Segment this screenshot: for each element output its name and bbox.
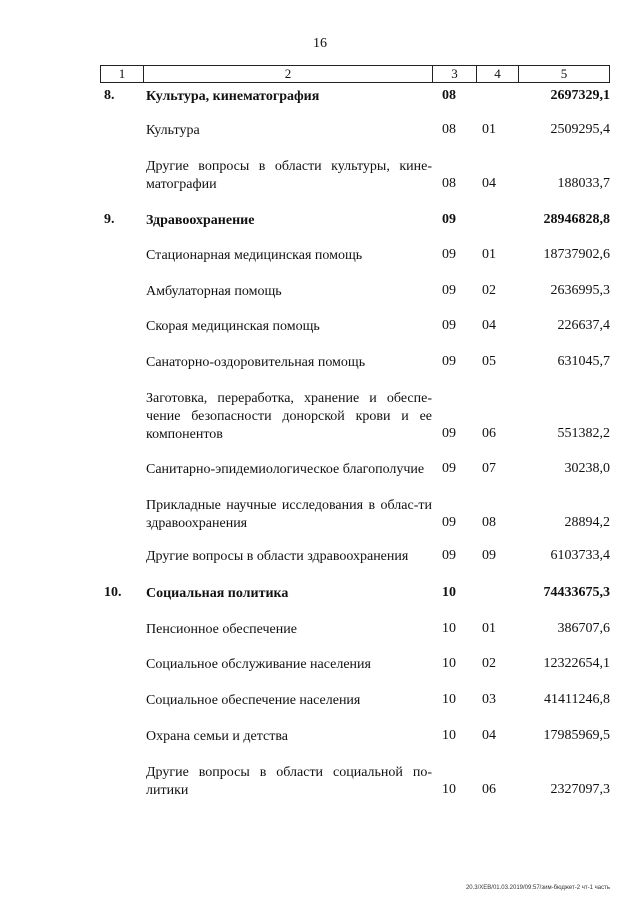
row-name: Стационарная медицинская помощь: [146, 248, 363, 263]
footer-stamp: 20.3/ХЕВ/01.03.2019/09:57/зим-бюджет-2 чт-1 часть: [465, 885, 610, 891]
row-name: Другие вопросы в области культуры, кине-матографии: [146, 159, 432, 192]
row-value: 2636995,3: [550, 283, 610, 298]
header-col-5: 5: [560, 66, 568, 81]
row-section-code: 08: [442, 88, 456, 103]
row-name: Социальное обслуживание населения: [146, 657, 371, 672]
row-value: 2697329,1: [550, 88, 610, 103]
row-subsection-code: 02: [482, 656, 496, 671]
row-value: 41411246,8: [544, 692, 610, 707]
row-name: Социальная политика: [146, 586, 289, 601]
row-value: 18737902,6: [543, 247, 610, 262]
row-number: 10.: [104, 585, 122, 600]
row-name: Санаторно-оздоровительная помощь: [146, 355, 366, 370]
row-name: Амбулаторная помощь: [146, 284, 282, 299]
row-subsection-code: 04: [482, 318, 496, 333]
row-section-code: 09: [442, 212, 456, 227]
row-value: 188033,7: [557, 176, 610, 191]
row-section-code: 09: [442, 247, 456, 262]
header-col-4: 4: [477, 66, 519, 82]
table-header: [100, 65, 610, 83]
row-section-code: 09: [442, 548, 456, 563]
row-subsection-code: 09: [482, 548, 496, 563]
row-name: Скорая медицинская помощь: [146, 319, 320, 334]
row-subsection-code: 05: [482, 354, 496, 369]
row-number: 8.: [104, 88, 115, 103]
row-value: 17985969,5: [543, 728, 610, 743]
row-section-code: 10: [442, 692, 456, 707]
row-section-code: 10: [442, 656, 456, 671]
row-subsection-code: 08: [482, 515, 496, 530]
row-value: 6103733,4: [550, 548, 610, 563]
row-value: 2327097,3: [550, 782, 610, 797]
row-name: Социальное обеспечение населения: [146, 693, 361, 708]
row-name: Культура: [146, 123, 200, 138]
header-col-2: 2: [144, 66, 433, 82]
row-section-code: 10: [442, 782, 456, 797]
header-col-3: 3: [433, 66, 477, 82]
row-number: 9.: [104, 212, 115, 227]
row-value: 30238,0: [564, 461, 610, 476]
row-subsection-code: 04: [482, 728, 496, 743]
header-col-1: 1: [101, 66, 144, 82]
row-subsection-code: 02: [482, 283, 496, 298]
row-section-code: 09: [442, 283, 456, 298]
row-name: Пенсионное обеспечение: [146, 622, 297, 637]
row-section-code: 08: [442, 176, 456, 191]
row-section-code: 09: [442, 426, 456, 441]
row-section-code: 10: [442, 585, 456, 600]
row-name: Другие вопросы в области здравоохранения: [146, 549, 409, 564]
row-name: Другие вопросы в области социальной по-литики: [146, 765, 432, 798]
row-value: 28894,2: [564, 515, 610, 530]
row-subsection-code: 06: [482, 426, 496, 441]
row-section-code: 09: [442, 354, 456, 369]
row-name: Заготовка, переработка, хранение и обеспе-чение безопасности донорской крови и ее компонентов: [146, 391, 432, 442]
row-subsection-code: 07: [482, 461, 496, 476]
row-name: Здравоохранение: [146, 213, 255, 228]
row-value: 12322654,1: [543, 656, 610, 671]
row-section-code: 09: [442, 318, 456, 333]
row-name: Санитарно-эпидемиологическое благополучие: [146, 462, 425, 477]
row-value: 631045,7: [557, 354, 610, 369]
row-name: Прикладные научные исследования в облас-ти здравоохранения: [146, 498, 432, 531]
row-value: 551382,2: [557, 426, 610, 441]
row-section-code: 09: [442, 515, 456, 530]
row-value: 74433675,3: [543, 585, 610, 600]
page-number: 16: [313, 36, 327, 51]
row-section-code: 09: [442, 461, 456, 476]
row-value: 386707,6: [557, 621, 610, 636]
row-section-code: 08: [442, 122, 456, 137]
row-subsection-code: 01: [482, 621, 496, 636]
row-section-code: 10: [442, 621, 456, 636]
row-value: 28946828,8: [543, 212, 610, 227]
row-subsection-code: 03: [482, 692, 496, 707]
row-value: 226637,4: [557, 318, 610, 333]
row-section-code: 10: [442, 728, 456, 743]
row-subsection-code: 04: [482, 176, 496, 191]
row-subsection-code: 06: [482, 782, 496, 797]
row-name: Культура, кинематография: [146, 89, 320, 104]
row-value: 2509295,4: [550, 122, 610, 137]
row-subsection-code: 01: [482, 247, 496, 262]
row-subsection-code: 01: [482, 122, 496, 137]
row-name: Охрана семьи и детства: [146, 729, 288, 744]
